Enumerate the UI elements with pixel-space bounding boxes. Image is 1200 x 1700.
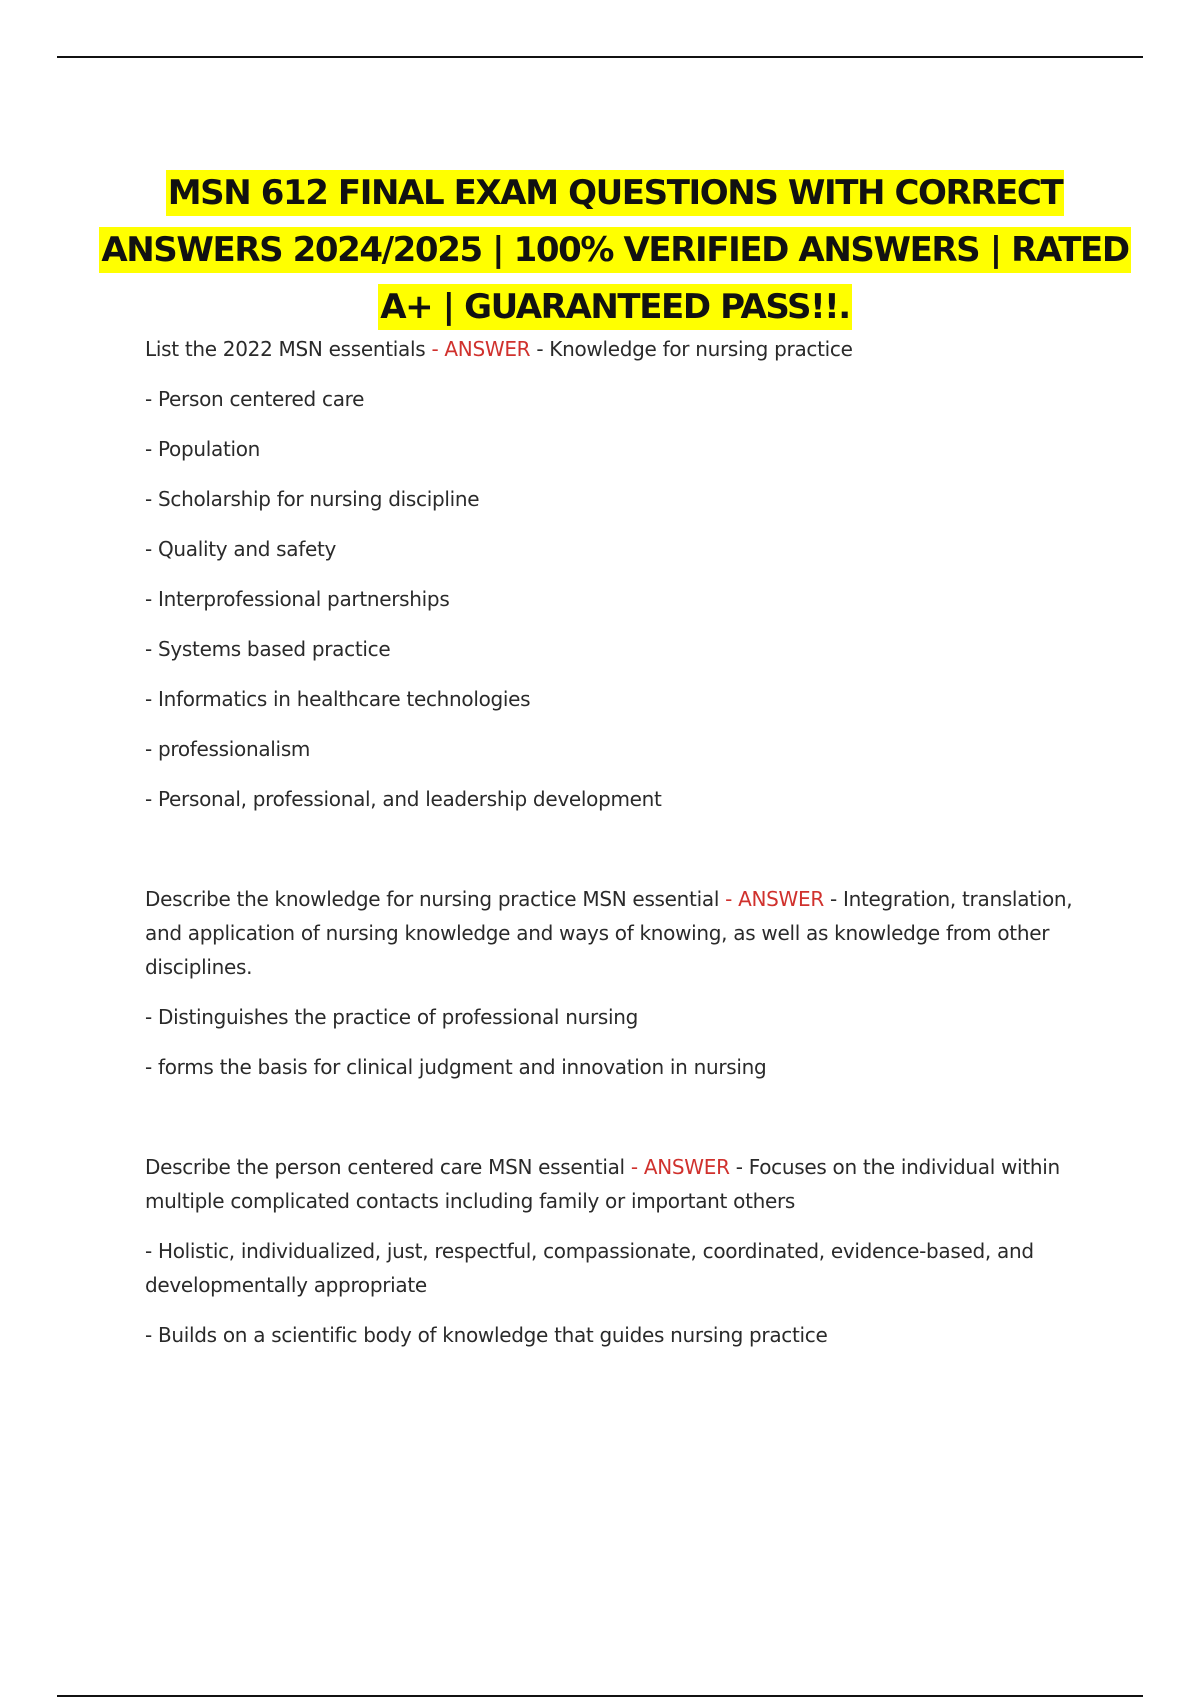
- bottom-divider: [57, 1695, 1143, 1697]
- bullet-item: - Quality and safety: [145, 537, 337, 561]
- section-spacer: [145, 1100, 1085, 1150]
- bullet-item: - Personal, professional, and leadership development: [145, 787, 662, 811]
- qa-block-1: [145, 332, 1085, 816]
- bullet-item: - Informatics in healthcare technologies: [145, 687, 531, 711]
- answer-marker: - ANSWER: [725, 887, 824, 911]
- question-paragraph: [145, 882, 1085, 984]
- qa-block-2: [145, 882, 1085, 1084]
- bullet-item: - forms the basis for clinical judgment and innovation in nursing: [145, 1055, 767, 1079]
- answer-text: - Integration, translation, and application of nursing knowledge and ways of knowing, as well as knowledge from other disciplines.: [145, 887, 1073, 979]
- question-text: Describe the person centered care MSN essential: [145, 1155, 631, 1179]
- question-text: List the 2022 MSN essentials: [145, 337, 432, 361]
- question-paragraph: [145, 332, 1085, 366]
- document-title: [90, 165, 1140, 336]
- bullet-item: - Holistic, individualized, just, respectful, compassionate, coordinated, evidence-based, and developmentally appropriate: [145, 1239, 1034, 1297]
- title-highlight: MSN 612 FINAL EXAM QUESTIONS WITH CORRECT ANSWERS 2024/2025 | 100% VERIFIED ANSWERS | RATED A+ | GUARANTEED PASS!!.: [99, 170, 1130, 330]
- answer-text: - Knowledge for nursing practice: [530, 337, 853, 361]
- bullet-item: - professionalism: [145, 737, 311, 761]
- answer-marker: - ANSWER: [431, 337, 531, 361]
- bullet-item: - Builds on a scientific body of knowledge that guides nursing practice: [145, 1323, 828, 1347]
- question-paragraph: [145, 1150, 1085, 1218]
- top-divider: [57, 56, 1143, 58]
- section-spacer: [145, 832, 1085, 882]
- bullet-item: - Systems based practice: [145, 637, 391, 661]
- bullet-item: - Distinguishes the practice of professional nursing: [145, 1005, 639, 1029]
- document-body: [145, 332, 1085, 1368]
- bullet-item: - Population: [145, 437, 261, 461]
- answer-text: - Focuses on the individual within multiple complicated contacts including family or important others: [145, 1155, 1060, 1213]
- bullet-item: - Interprofessional partnerships: [145, 587, 450, 611]
- question-text: Describe the knowledge for nursing practice MSN essential: [145, 887, 726, 911]
- bullet-item: - Person centered care: [145, 387, 365, 411]
- answer-marker: - ANSWER: [630, 1155, 730, 1179]
- qa-block-3: [145, 1150, 1085, 1352]
- bullet-item: - Scholarship for nursing discipline: [145, 487, 480, 511]
